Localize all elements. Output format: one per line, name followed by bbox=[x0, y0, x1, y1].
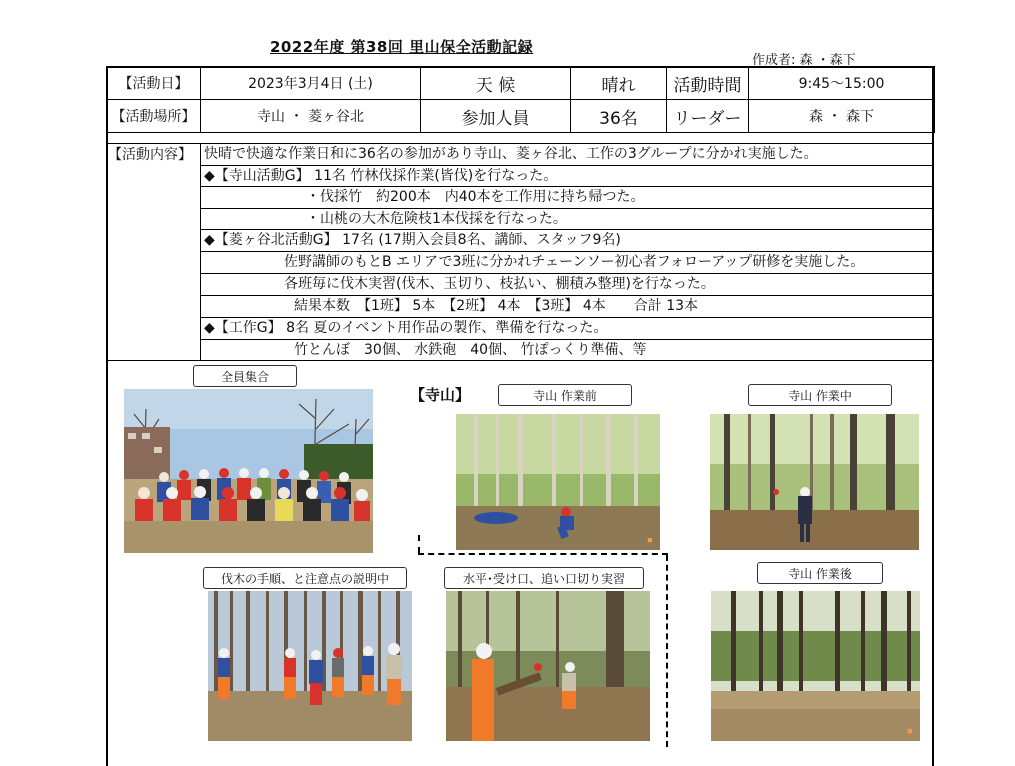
content-line: 各班毎に伐木実習(伐木、玉切り、枝払い、棚積み整理)を行なった。 bbox=[200, 273, 934, 294]
time-value: 9:45～15:00 bbox=[749, 67, 935, 100]
dashed-border bbox=[418, 535, 420, 553]
photo-stamp: ■ bbox=[647, 536, 652, 544]
after-photo bbox=[711, 591, 920, 741]
content-line: 快晴で快適な作業日和に36名の参加があり寺山、菱ヶ谷北、工作の3グループに分かれ実施した。 bbox=[204, 146, 818, 162]
content-line: ・伐採竹 約200本 内40本を工作用に持ち帰つた。 bbox=[200, 186, 934, 207]
weather-value: 晴れ bbox=[571, 67, 667, 100]
explain-photo bbox=[208, 591, 412, 741]
place-label: 【活動場所】 bbox=[107, 100, 201, 133]
caption-before: 寺山 作業前 bbox=[498, 384, 632, 406]
photo-section-divider bbox=[106, 360, 934, 361]
participants-label: 参加人員 bbox=[421, 100, 571, 133]
date-value: 2023年3月4日 (土) bbox=[201, 67, 421, 100]
before-photo bbox=[456, 414, 660, 550]
author-line: 作成者: 森 ・森下 bbox=[752, 53, 856, 68]
header-row-place bbox=[107, 100, 935, 133]
content-line: ◆【寺山活動G】 11名 竹林伐採作業(皆伐)を行なった。 bbox=[200, 165, 934, 186]
leader-label: リーダー bbox=[667, 100, 749, 133]
during-photo bbox=[710, 414, 919, 550]
header-table bbox=[106, 66, 935, 133]
caption-all-members: 全員集合 bbox=[193, 365, 297, 387]
content-line: ・山桃の大木危険枝1本伐採を行なった。 bbox=[200, 208, 934, 229]
caption-during: 寺山 作業中 bbox=[748, 384, 892, 406]
content-line: 結果本数 【1班】 5本 【2班】 4本 【3班】 4本 合計 13本 bbox=[200, 295, 934, 316]
page-title: 2022年度 第38回 里山保全活動記録 bbox=[270, 38, 534, 56]
time-label: 活動時間 bbox=[667, 67, 749, 100]
dashed-border bbox=[418, 553, 668, 555]
header-row-date bbox=[107, 67, 935, 100]
content-label: 【活動内容】 bbox=[108, 147, 192, 163]
content-line: 佐野講師のもとB エリアで3班に分かれチェーンソー初心者フォローアップ研修を実施した。 bbox=[200, 251, 934, 272]
content-line: 竹とんぼ 30個、 水鉄砲 40個、 竹ぽっくり準備、等 bbox=[200, 339, 934, 360]
caption-after: 寺山 作業後 bbox=[757, 562, 883, 584]
date-label: 【活動日】 bbox=[107, 67, 201, 100]
dashed-border bbox=[666, 555, 668, 747]
leader-value: 森 ・ 森下 bbox=[749, 100, 935, 133]
caption-practice: 水平･受け口、追い口切り実習 bbox=[444, 567, 644, 589]
content-line: ◆【菱ヶ谷北活動G】 17名 (17期入会員8名、講師、スタッフ9名) bbox=[200, 229, 934, 250]
practice-photo bbox=[446, 591, 650, 741]
caption-explain: 伐木の手順、と注意点の説明中 bbox=[203, 567, 407, 589]
content-line: ◆【工作G】 8名 夏のイベント用作品の製作、準備を行なった。 bbox=[200, 317, 934, 338]
participants-value: 36名 bbox=[571, 100, 667, 133]
place-value: 寺山 ・ 菱ヶ谷北 bbox=[201, 100, 421, 133]
section-heading: 【寺山】 bbox=[410, 386, 471, 404]
group-photo bbox=[124, 389, 373, 553]
photo-stamp: ■ bbox=[907, 727, 912, 735]
weather-label: 天 候 bbox=[421, 67, 571, 100]
